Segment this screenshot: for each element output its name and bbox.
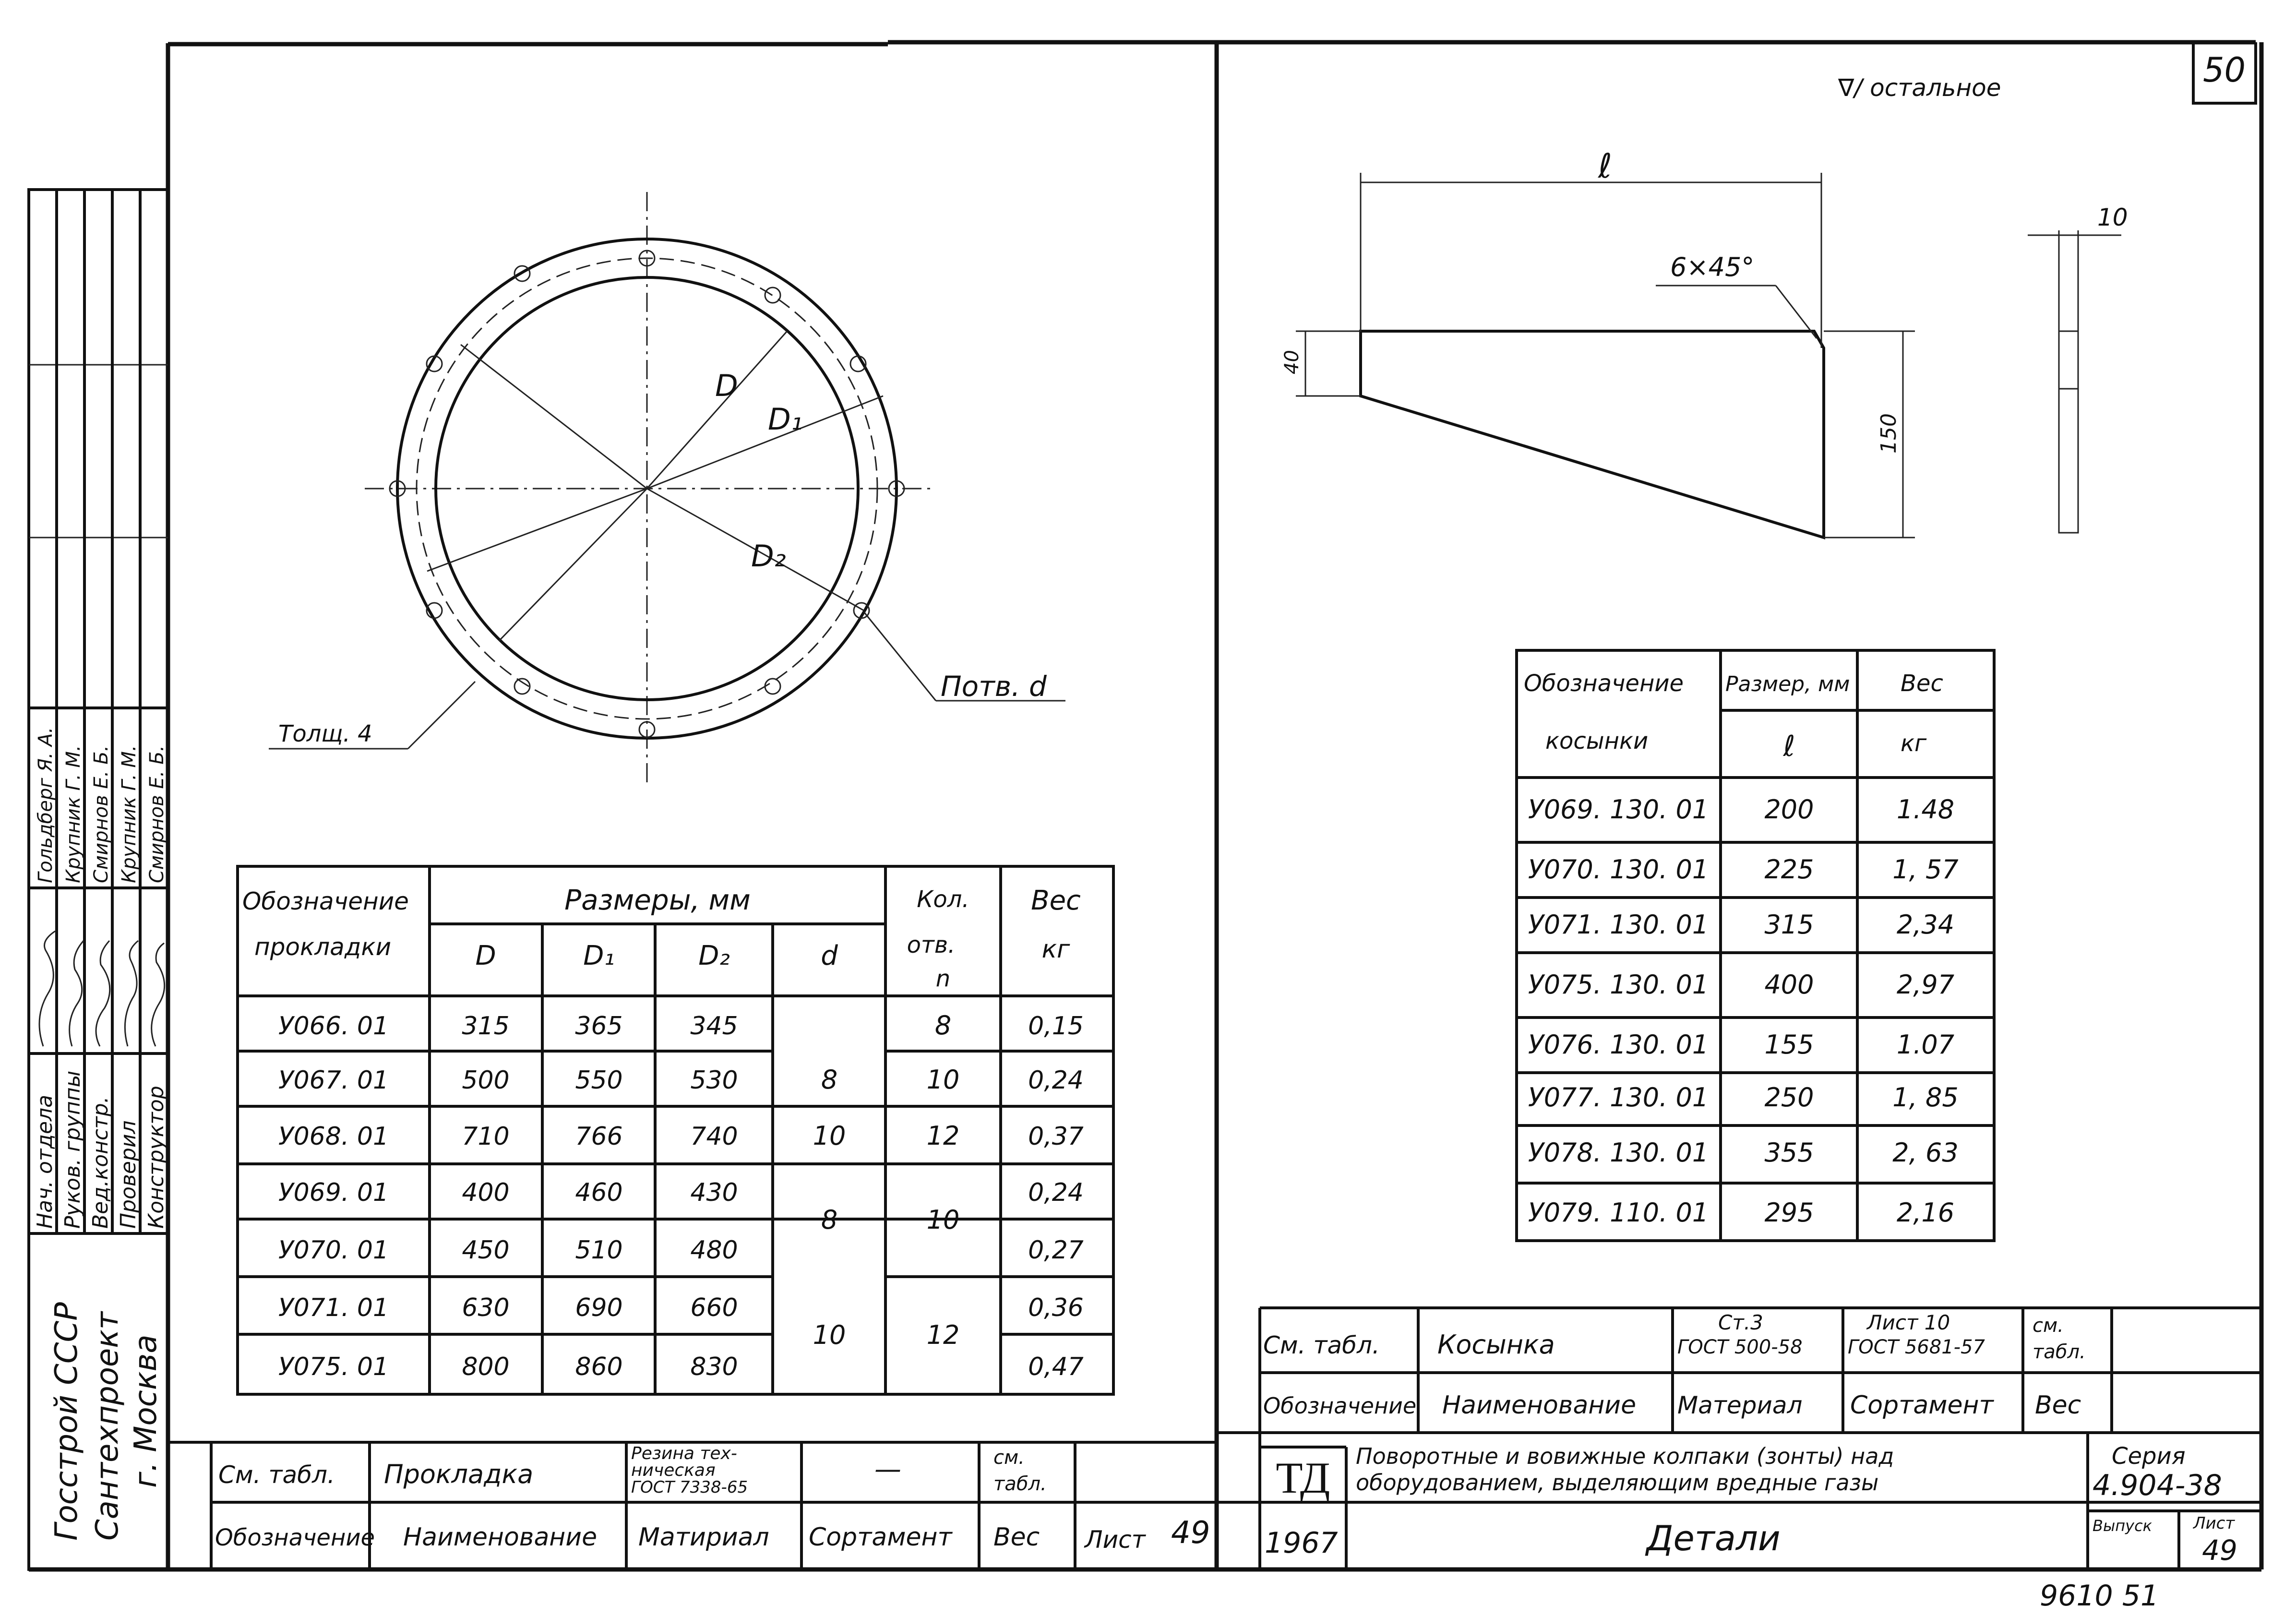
svg-text:0,47: 0,47 [1028, 1353, 1084, 1381]
svg-text:345: 345 [690, 1012, 738, 1041]
gtb-h-assortment: Сортамент [809, 1523, 952, 1552]
gtb-sheet-label: Лист [1085, 1526, 1146, 1554]
gt-d-group-1: 8 [821, 1065, 838, 1095]
gt-h-designation-2: прокладки [254, 933, 392, 961]
svg-text:1, 85: 1, 85 [1892, 1082, 1959, 1113]
svg-text:225: 225 [1764, 854, 1814, 885]
st-h-size-2: ℓ [1783, 730, 1795, 763]
st-h-designation-1: Обозначение [1524, 670, 1684, 697]
gt-h-count-1: Кол. [917, 886, 969, 913]
ssb-h-assortment: Сортамент [1850, 1391, 1994, 1420]
gtb-h-weight: Вес [993, 1523, 1040, 1552]
svg-text:530: 530 [690, 1066, 738, 1095]
dim-height: 150 [1877, 413, 1901, 454]
gt-n-group-5: 12 [926, 1320, 960, 1350]
ssb-weight-2: табл. [2033, 1341, 2086, 1363]
svg-text:2,34: 2,34 [1896, 910, 1955, 940]
svg-text:365: 365 [575, 1012, 623, 1041]
svg-text:0,36: 0,36 [1028, 1293, 1084, 1322]
svg-text:0,24: 0,24 [1028, 1066, 1084, 1095]
gusset-drawing [1281, 74, 2128, 538]
svg-text:355: 355 [1764, 1137, 1814, 1168]
gt-h-sizes: Размеры, мм [564, 884, 751, 916]
tb-sheet-label: Лист [2193, 1514, 2235, 1533]
svg-text:0,15: 0,15 [1028, 1012, 1084, 1041]
table-row [278, 1353, 1084, 1381]
gt-h-weight-1: Вес [1031, 885, 1081, 916]
stamp-org-1: Госстрой СССР [49, 1302, 84, 1541]
gt-h-count-3: n [935, 965, 951, 992]
page-footer: 9610 51 [2040, 1579, 2159, 1613]
gtb-name: Прокладка [384, 1459, 534, 1489]
st-h-size-1: Размер, мм [1725, 672, 1850, 696]
label-D2: D₂ [751, 539, 786, 574]
svg-text:У070. 130. 01: У070. 130. 01 [1528, 854, 1709, 885]
table-row [1528, 910, 1954, 940]
gasket-table [238, 866, 1113, 1394]
gt-d-group-4: 10 [813, 1320, 846, 1350]
svg-text:800: 800 [462, 1353, 510, 1381]
label-hole: Потв. d [941, 670, 1047, 703]
svg-text:У078. 130. 01: У078. 130. 01 [1528, 1137, 1709, 1168]
tb-year: 1967 [1265, 1526, 1338, 1560]
svg-text:830: 830 [690, 1353, 738, 1381]
svg-text:740: 740 [690, 1122, 738, 1151]
svg-text:430: 430 [690, 1178, 738, 1207]
gt-h-weight-2: кг [1041, 935, 1070, 964]
corner-number: 50 [2203, 50, 2246, 90]
svg-text:У076. 130. 01: У076. 130. 01 [1528, 1029, 1709, 1060]
svg-text:У070. 01: У070. 01 [278, 1236, 389, 1265]
svg-text:2,16: 2,16 [1896, 1197, 1955, 1228]
gt-h-designation-1: Обозначение [242, 887, 409, 915]
gt-h-d: d [821, 940, 838, 971]
svg-text:510: 510 [575, 1236, 623, 1265]
svg-text:У067. 01: У067. 01 [278, 1066, 389, 1095]
ssb-h-designation: Обозначение [1263, 1393, 1417, 1419]
ssb-name: Косынка [1437, 1329, 1555, 1360]
svg-text:1, 57: 1, 57 [1892, 854, 1959, 885]
corner-number-box [2193, 42, 2256, 103]
ssb-material-2: ГОСТ 500-58 [1677, 1336, 1803, 1358]
svg-text:2,97: 2,97 [1896, 970, 1955, 1000]
stamp-role-3: Вед.констр. [88, 1096, 113, 1229]
svg-text:0,27: 0,27 [1028, 1236, 1084, 1265]
table-row [1528, 1082, 1959, 1113]
tb-title-2: оборудованием, выделяющим вредные газы [1356, 1470, 1879, 1496]
tb-title-1: Поворотные и вовижные колпаки (зонты) над [1356, 1443, 1894, 1469]
gtb-weight-1: см. [993, 1447, 1025, 1469]
stamp-role-1: Нач. отдела [33, 1094, 57, 1229]
stamp-name-3: Смирнов Е. Б. [90, 745, 112, 883]
label-D1: D₁ [768, 402, 803, 437]
ssb-h-weight: Вес [2035, 1391, 2081, 1420]
stamp-org-2: Сантехпроект [90, 1311, 125, 1541]
svg-text:480: 480 [690, 1236, 738, 1265]
stamp-role-4: Проверил [116, 1120, 141, 1229]
svg-text:155: 155 [1764, 1029, 1814, 1060]
ssb-h-material: Материал [1677, 1391, 1803, 1419]
svg-text:450: 450 [462, 1236, 510, 1265]
tb-sheet-no: 49 [2202, 1534, 2237, 1567]
table-row [1528, 970, 1954, 1000]
gtb-h-material: Матириал [638, 1523, 769, 1552]
gusset-table [1517, 650, 1994, 1241]
gt-d-group-3: 8 [821, 1205, 838, 1235]
st-h-weight-2: кг [1901, 730, 1927, 757]
stamp-role-5: Конструктор [144, 1086, 168, 1229]
ssb-assortment-2: ГОСТ 5681-57 [1848, 1336, 1985, 1358]
label-D: D [715, 368, 738, 403]
gtb-material-1: Резина тех- [631, 1444, 737, 1463]
ssb-material-1: Ст.3 [1718, 1311, 1763, 1334]
gusset-outline [1361, 331, 1824, 538]
svg-text:460: 460 [575, 1178, 623, 1207]
svg-text:У075. 01: У075. 01 [278, 1353, 389, 1381]
gt-d-group-2: 10 [813, 1121, 846, 1151]
gt-n-group-1: 8 [934, 1010, 952, 1041]
stamp-role-2: Руков. группы [60, 1070, 85, 1229]
gtb-sheet-no: 49 [1171, 1515, 1210, 1551]
svg-text:660: 660 [690, 1293, 738, 1322]
svg-text:295: 295 [1764, 1197, 1814, 1228]
ssb-weight-1: см. [2033, 1315, 2064, 1337]
table-row [278, 1178, 1084, 1207]
gt-h-D: D [475, 940, 496, 971]
svg-text:630: 630 [462, 1293, 510, 1322]
stamp-org-3: г. Москва [128, 1334, 164, 1488]
svg-text:400: 400 [462, 1178, 510, 1207]
svg-text:У068. 01: У068. 01 [278, 1122, 389, 1151]
gt-h-D1: D₁ [583, 940, 615, 971]
table-row [1528, 1137, 1959, 1168]
tb-series: 4.904-38 [2093, 1469, 2222, 1502]
side-stamp [29, 190, 168, 1569]
gt-n-group-3: 12 [926, 1121, 960, 1151]
dim-length: ℓ [1598, 146, 1612, 186]
svg-text:У071. 01: У071. 01 [278, 1293, 389, 1322]
dim-chamfer: 6×45° [1670, 252, 1755, 282]
gtb-material-3: ГОСТ 7338-65 [631, 1478, 748, 1497]
tb-series-label: Серия [2112, 1443, 2186, 1470]
svg-text:710: 710 [462, 1122, 510, 1151]
table-row [1528, 854, 1959, 885]
stamp-name-2: Крупник Г. М. [62, 745, 84, 883]
gt-n-group-4: 10 [926, 1205, 960, 1235]
svg-text:У075. 130. 01: У075. 130. 01 [1528, 970, 1709, 1000]
svg-text:400: 400 [1764, 970, 1814, 1000]
table-row [1528, 1197, 1954, 1228]
svg-text:2, 63: 2, 63 [1892, 1137, 1959, 1168]
svg-text:У071. 130. 01: У071. 130. 01 [1528, 910, 1709, 940]
main-title-block [1217, 1433, 2261, 1569]
ssb-assortment-1: Лист 10 [1867, 1311, 1950, 1334]
roughness-note: ∇/ остальное [1838, 74, 2001, 102]
gtb-h-designation: Обозначение [215, 1524, 375, 1551]
gtb-assortment: — [874, 1454, 901, 1485]
gtb-ref: См. табл. [218, 1461, 335, 1489]
svg-text:У069. 130. 01: У069. 130. 01 [1528, 794, 1709, 825]
svg-text:1.48: 1.48 [1896, 794, 1955, 825]
gtb-weight-2: табл. [993, 1473, 1047, 1495]
gt-n-group-2: 10 [926, 1065, 960, 1095]
svg-text:1.07: 1.07 [1896, 1029, 1955, 1060]
svg-text:У066. 01: У066. 01 [278, 1012, 389, 1041]
svg-text:У077. 130. 01: У077. 130. 01 [1528, 1082, 1709, 1113]
svg-text:250: 250 [1764, 1082, 1814, 1113]
logo-td: ТД [1276, 1453, 1330, 1502]
label-thickness: Толщ. 4 [278, 720, 372, 747]
svg-text:0,37: 0,37 [1028, 1122, 1084, 1151]
table-row [1528, 794, 1954, 825]
svg-text:500: 500 [462, 1066, 510, 1095]
st-h-designation-2: косынки [1545, 728, 1649, 754]
table-row [278, 1066, 1084, 1095]
tb-subtitle: Детали [1646, 1518, 1781, 1558]
svg-text:860: 860 [575, 1353, 623, 1381]
svg-text:У069. 01: У069. 01 [278, 1178, 389, 1207]
dim-thickness: 10 [2097, 203, 2128, 231]
signature-marks [39, 931, 165, 1046]
table-row [278, 1293, 1084, 1322]
ssb-h-name: Наименование [1442, 1391, 1637, 1420]
svg-text:690: 690 [575, 1293, 623, 1322]
stamp-name-5: Смирнов Е. Б. [146, 745, 168, 883]
st-h-weight-1: Вес [1901, 670, 1943, 697]
ssb-ref: См. табл. [1263, 1331, 1380, 1359]
table-row [1528, 1029, 1954, 1060]
svg-text:550: 550 [575, 1066, 623, 1095]
gtb-h-name: Наименование [403, 1523, 598, 1552]
table-row [278, 1236, 1084, 1265]
side-view-plate [2059, 331, 2078, 533]
tb-issue-label: Выпуск [2093, 1517, 2152, 1535]
gt-h-count-2: отв. [907, 932, 956, 958]
table-row [278, 1122, 1084, 1151]
gasket-title-block [168, 1442, 1217, 1569]
stamp-name-1: Гольдберг Я. А. [35, 727, 57, 883]
gt-h-D2: D₂ [698, 940, 730, 971]
dim-small-height: 40 [1281, 350, 1303, 374]
gasket-drawing [269, 192, 1065, 787]
svg-text:У079. 110. 01: У079. 110. 01 [1528, 1197, 1709, 1228]
svg-text:0,24: 0,24 [1028, 1178, 1084, 1207]
gtb-material-2: ническая [631, 1460, 716, 1480]
svg-text:200: 200 [1764, 794, 1814, 825]
table-row [278, 1012, 1084, 1041]
stamp-name-4: Крупник Г. М. [118, 745, 140, 883]
svg-text:766: 766 [575, 1122, 623, 1151]
svg-text:315: 315 [462, 1012, 510, 1041]
svg-text:315: 315 [1764, 910, 1814, 940]
